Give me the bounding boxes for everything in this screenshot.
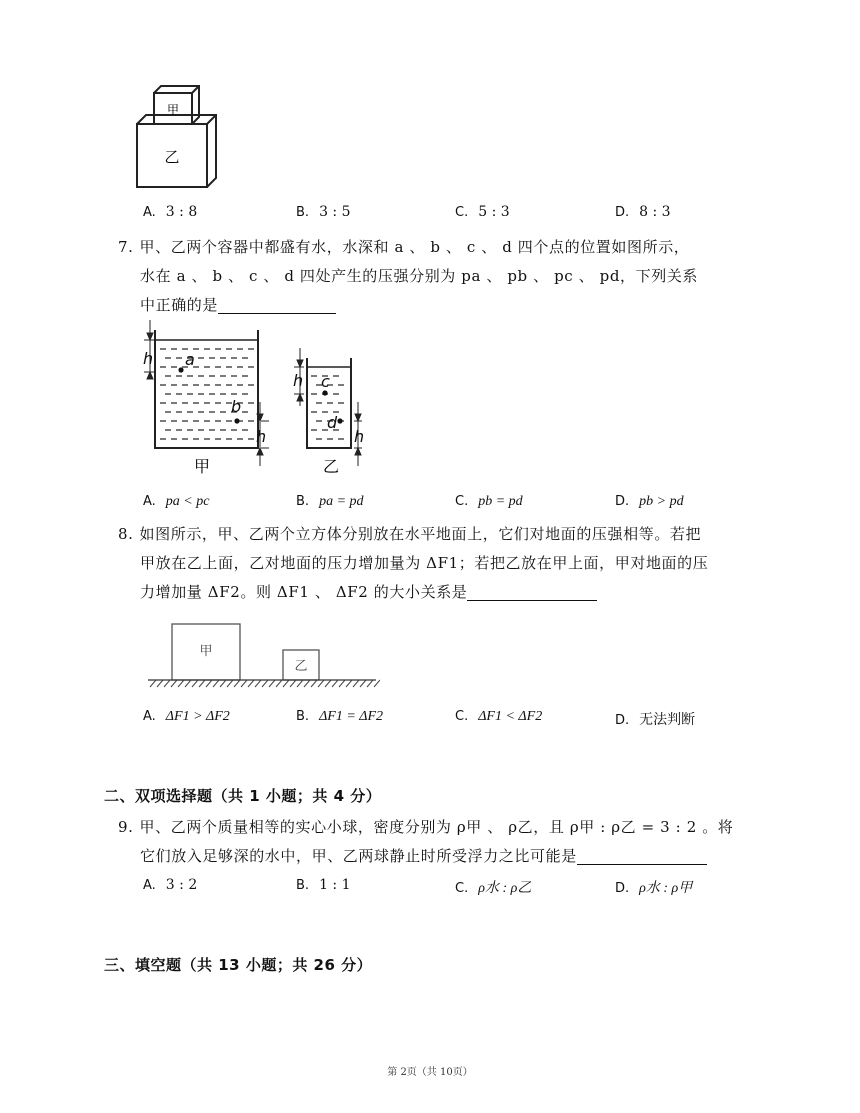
label-c: c [321, 372, 330, 391]
q9-number: 9. [118, 818, 134, 836]
section-3-title: 三、填空题（共 13 小题；共 26 分） [104, 956, 373, 974]
q7-line3: 中正确的是 [140, 296, 219, 314]
h-label-2: h [256, 427, 267, 446]
h-label-1: h [143, 349, 154, 368]
label-a: a [185, 350, 195, 369]
cube-label-top: 甲 [166, 103, 180, 117]
page-footer: 第 2页（共 10页） [387, 1067, 473, 1078]
label-d: d [327, 413, 338, 432]
q9-option-b[interactable]: B. 1 : 1 [296, 877, 351, 893]
q6-option-d[interactable]: D. 8 : 3 [615, 204, 671, 220]
container-label-left: 甲 [193, 457, 211, 476]
q8-line3: 力增加量 ΔF2。则 ΔF1 、 ΔF2 的大小关系是 [140, 583, 468, 601]
question-7 [118, 233, 778, 320]
q7-option-b[interactable]: B. pa = pd [296, 494, 364, 509]
cubes-on-ground-figure [140, 618, 380, 690]
q8-line1: 如图所示，甲、乙两个立方体分别放在水平地面上，它们对地面的压强相等。若把 [139, 525, 702, 543]
question-8 [118, 520, 778, 607]
container-label-right: 乙 [322, 457, 340, 476]
q8-option-b[interactable]: B. ΔF1 = ΔF2 [296, 709, 384, 724]
q7-option-d[interactable]: D. pb > pd [615, 494, 684, 509]
q7-line2: 水在 a 、 b 、 c 、 d 四处产生的压强分别为 pa 、 pb 、 pc 、 pd，下列关系 [140, 267, 699, 285]
q6-option-c[interactable]: C. 5 : 3 [455, 204, 510, 220]
stacked-cubes-figure [130, 80, 230, 192]
q9-option-a[interactable]: A. 3 : 2 [143, 877, 198, 893]
h-label-4: h [354, 427, 365, 446]
cube-small-label: 乙 [294, 659, 308, 674]
q7-answer-blank[interactable] [218, 295, 336, 314]
q7-line1: 甲、乙两个容器中都盛有水，水深和 a 、 b 、 c 、 d 四个点的位置如图所示， [139, 238, 690, 256]
q7-option-a[interactable]: A. pa < pc [143, 494, 210, 509]
cube-big-label: 甲 [199, 644, 213, 659]
q8-option-c[interactable]: C. ΔF1 < ΔF2 [455, 709, 543, 724]
q6-options [0, 204, 860, 224]
h-label-3: h [293, 371, 304, 390]
q8-number: 8. [118, 525, 134, 543]
q6-option-b[interactable]: B. 3 : 5 [296, 204, 351, 220]
point-a [178, 367, 183, 372]
cube-label-bottom: 乙 [164, 148, 180, 166]
q9-answer-blank[interactable] [577, 846, 707, 865]
q6-option-a[interactable]: A. 3 : 8 [143, 204, 198, 220]
q9-line1: 甲、乙两个质量相等的实心小球，密度分别为 ρ甲 、 ρ乙，且 ρ甲 : ρ乙 = 3 : 2 。将 [139, 818, 734, 836]
point-d [337, 418, 342, 423]
question-9 [118, 813, 778, 871]
q9-options [0, 877, 860, 897]
section-2-title: 二、双项选择题（共 1 小题；共 4 分） [104, 787, 382, 805]
q8-option-a[interactable]: A. ΔF1 > ΔF2 [143, 709, 230, 724]
q9-option-c[interactable]: C. ρ水 : ρ乙 [455, 881, 532, 896]
q9-line2: 它们放入足够深的水中，甲、乙两球静止时所受浮力之比可能是 [140, 847, 577, 865]
water-containers-figure [140, 316, 380, 480]
q7-number: 7. [118, 238, 134, 256]
label-b: b [231, 397, 242, 416]
point-c [322, 390, 327, 395]
point-b [234, 418, 239, 423]
q9-option-d[interactable]: D. ρ水 : ρ甲 [615, 881, 693, 896]
q8-line2: 甲放在乙上面，乙对地面的压力增加量为 ΔF1；若把乙放在甲上面，甲对地面的压 [140, 554, 709, 572]
q8-option-d[interactable]: D. 无法判断 [615, 712, 696, 728]
q8-answer-blank[interactable] [467, 582, 597, 601]
q7-option-c[interactable]: C. pb = pd [455, 494, 523, 509]
q7-options [0, 494, 860, 514]
q8-options [0, 709, 860, 729]
